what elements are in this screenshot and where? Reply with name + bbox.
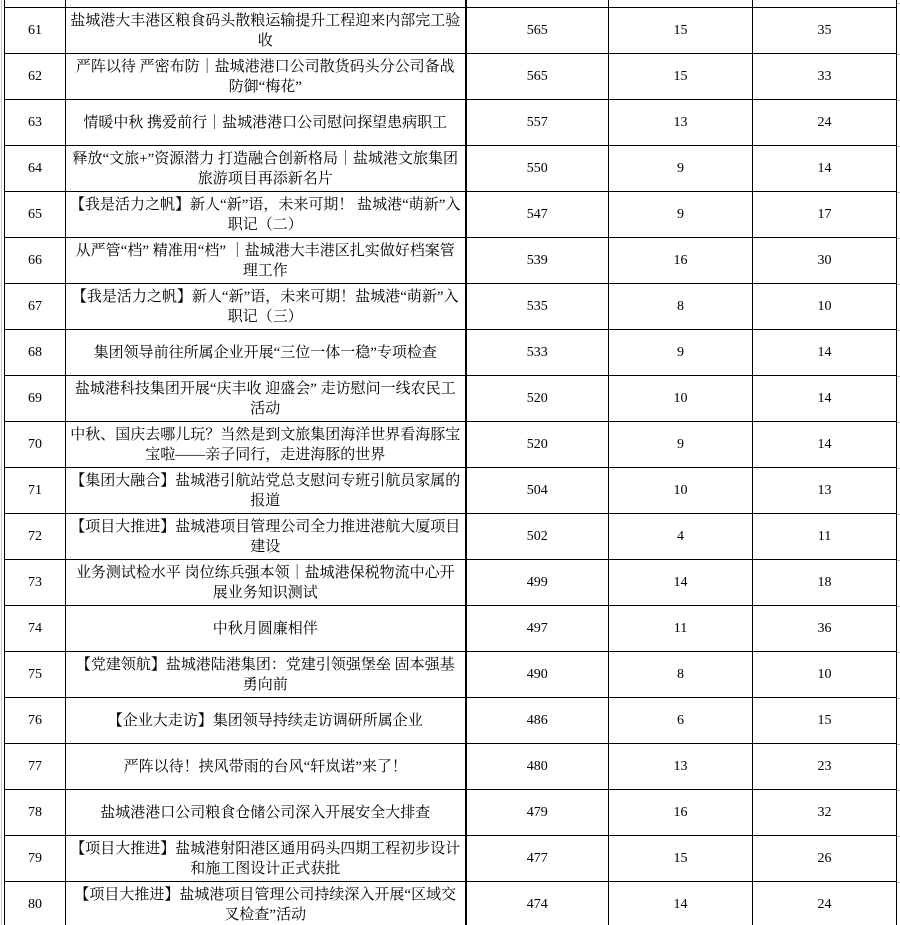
title-cell[interactable]: 盐城港港口公司粮食仓储公司深入开展安全大排查	[66, 790, 466, 836]
value-cell-1[interactable]: 520	[466, 376, 609, 422]
title-cell[interactable]: 【项目大推进】盐城港射阳港区通用码头四期工程初步设计和施工图设计正式获批	[66, 836, 466, 882]
row-number-cell[interactable]: 80	[5, 882, 66, 925]
title-cell[interactable]: 【我是活力之帆】新人“新”语，未来可期！盐城港“萌新”入职记（三）	[66, 284, 466, 330]
row-number-cell[interactable]: 61	[5, 8, 66, 54]
title-cell[interactable]: 释放“文旅+”资源潜力 打造融合创新格局｜盐城港文旅集团旅游项目再添新名片	[66, 146, 466, 192]
table-row	[5, 836, 897, 882]
value-cell-2[interactable]: 14	[609, 882, 753, 925]
value-cell-1[interactable]: 520	[466, 422, 609, 468]
value-cell-3[interactable]	[753, 0, 897, 8]
table-row	[5, 560, 897, 606]
title-cell[interactable]: 【我是活力之帆】新人“新”语，未来可期！ 盐城港“萌新”入职记（二）	[66, 192, 466, 238]
value-cell-3[interactable]: 33	[753, 54, 897, 100]
value-cell-2[interactable]: 9	[609, 422, 753, 468]
title-cell[interactable]: 严阵以待 严密布防｜盐城港港口公司散货码头分公司备战防御“梅花”	[66, 54, 466, 100]
value-cell-1[interactable]: 474	[466, 882, 609, 925]
title-cell[interactable]: 盐城港大丰港区粮食码头散粮运输提升工程迎来内部完工验收	[66, 8, 466, 54]
title-cell[interactable]	[66, 0, 466, 8]
value-cell-2[interactable]	[609, 0, 753, 8]
row-number-cell[interactable]: 77	[5, 744, 66, 790]
value-cell-1[interactable]: 499	[466, 560, 609, 606]
title-cell[interactable]: 从严管“档” 精准用“档” ｜盐城港大丰港区扎实做好档案管理工作	[66, 238, 466, 284]
value-cell-1[interactable]: 565	[466, 8, 609, 54]
table-body	[5, 0, 897, 925]
value-cell-3[interactable]: 30	[753, 238, 897, 284]
table-row	[5, 192, 897, 238]
row-number-cell[interactable]: 65	[5, 192, 66, 238]
value-cell-3[interactable]: 35	[753, 8, 897, 54]
row-number-cell[interactable]: 73	[5, 560, 66, 606]
partial-row-above	[5, 0, 897, 8]
title-cell[interactable]: 【集团大融合】盐城港引航站党总支慰问专班引航员家属的报道	[66, 468, 466, 514]
row-number-cell[interactable]: 76	[5, 698, 66, 744]
row-number-cell[interactable]: 71	[5, 468, 66, 514]
title-cell[interactable]: 情暖中秋 携爱前行｜盐城港港口公司慰问探望患病职工	[66, 100, 466, 146]
table-row	[5, 376, 897, 422]
value-cell-2[interactable]: 16	[609, 790, 753, 836]
row-number-cell[interactable]: 72	[5, 514, 66, 560]
value-cell-3[interactable]: 13	[753, 468, 897, 514]
value-cell-1[interactable]	[466, 0, 609, 8]
value-cell-2[interactable]: 10	[609, 376, 753, 422]
value-cell-1[interactable]: 480	[466, 744, 609, 790]
value-cell-3[interactable]: 36	[753, 606, 897, 652]
row-number-cell[interactable]: 79	[5, 836, 66, 882]
table-row	[5, 790, 897, 836]
title-cell[interactable]: 【企业大走访】集团领导持续走访调研所属企业	[66, 698, 466, 744]
value-cell-1[interactable]: 477	[466, 836, 609, 882]
value-cell-3[interactable]: 24	[753, 100, 897, 146]
value-cell-2[interactable]: 4	[609, 514, 753, 560]
table-row	[5, 146, 897, 192]
table-row	[5, 652, 897, 698]
table-row	[5, 882, 897, 925]
title-cell[interactable]: 【项目大推进】盐城港项目管理公司持续深入开展“区域交叉检查”活动	[66, 882, 466, 925]
row-number-cell[interactable]: 64	[5, 146, 66, 192]
table-row	[5, 422, 897, 468]
value-cell-1[interactable]: 490	[466, 652, 609, 698]
value-cell-3[interactable]: 14	[753, 376, 897, 422]
value-cell-1[interactable]: 565	[466, 54, 609, 100]
left-edge-gridline	[1, 0, 2, 925]
value-cell-3[interactable]: 32	[753, 790, 897, 836]
row-number-cell[interactable]: 66	[5, 238, 66, 284]
row-number-cell[interactable]: 78	[5, 790, 66, 836]
value-cell-2[interactable]: 10	[609, 468, 753, 514]
value-cell-2[interactable]: 16	[609, 238, 753, 284]
value-cell-1[interactable]: 557	[466, 100, 609, 146]
value-cell-1[interactable]: 539	[466, 238, 609, 284]
value-cell-1[interactable]: 486	[466, 698, 609, 744]
row-number-cell[interactable]: 63	[5, 100, 66, 146]
table-row	[5, 698, 897, 744]
value-cell-3[interactable]: 11	[753, 514, 897, 560]
row-number-cell[interactable]: 75	[5, 652, 66, 698]
table-row	[5, 8, 897, 54]
value-cell-2[interactable]: 8	[609, 652, 753, 698]
value-cell-2[interactable]: 15	[609, 54, 753, 100]
value-cell-3[interactable]: 10	[753, 284, 897, 330]
article-stats-table	[4, 0, 897, 925]
table-row	[5, 514, 897, 560]
value-cell-3[interactable]: 24	[753, 882, 897, 925]
title-cell[interactable]: 严阵以待！挟风带雨的台风“轩岚诺”来了！	[66, 744, 466, 790]
title-cell[interactable]: 【项目大推进】盐城港项目管理公司全力推进港航大厦项目建设	[66, 514, 466, 560]
value-cell-2[interactable]: 6	[609, 698, 753, 744]
table-row	[5, 54, 897, 100]
table-row	[5, 330, 897, 376]
row-number-cell[interactable]: 62	[5, 54, 66, 100]
title-cell[interactable]: 盐城港科技集团开展“庆丰收 迎盛会” 走访慰问一线农民工活动	[66, 376, 466, 422]
value-cell-2[interactable]: 15	[609, 8, 753, 54]
value-cell-3[interactable]: 15	[753, 698, 897, 744]
title-cell[interactable]: 【党建领航】盐城港陆港集团：党建引领强堡垒 固本强基勇向前	[66, 652, 466, 698]
row-number-cell[interactable]: 68	[5, 330, 66, 376]
value-cell-1[interactable]: 502	[466, 514, 609, 560]
row-number-cell[interactable]: 74	[5, 606, 66, 652]
value-cell-2[interactable]: 9	[609, 330, 753, 376]
table-row	[5, 238, 897, 284]
table-row	[5, 284, 897, 330]
row-number-cell[interactable]: 70	[5, 422, 66, 468]
value-cell-2[interactable]: 15	[609, 836, 753, 882]
table-row	[5, 606, 897, 652]
value-cell-1[interactable]: 497	[466, 606, 609, 652]
value-cell-2[interactable]: 11	[609, 606, 753, 652]
table-row	[5, 744, 897, 790]
value-cell-3[interactable]: 14	[753, 422, 897, 468]
title-cell[interactable]: 中秋、国庆去哪儿玩？当然是到文旅集团海洋世界看海豚宝宝啦——亲子同行，走进海豚的世界	[66, 422, 466, 468]
value-cell-2[interactable]: 14	[609, 560, 753, 606]
value-cell-3[interactable]: 23	[753, 744, 897, 790]
table-row	[5, 100, 897, 146]
row-number-cell[interactable]: 69	[5, 376, 66, 422]
value-cell-2[interactable]: 13	[609, 100, 753, 146]
value-cell-3[interactable]: 14	[753, 330, 897, 376]
value-cell-2[interactable]: 9	[609, 192, 753, 238]
title-cell[interactable]: 集团领导前往所属企业开展“三位一体一稳”专项检查	[66, 330, 466, 376]
value-cell-2[interactable]: 13	[609, 744, 753, 790]
value-cell-1[interactable]: 535	[466, 284, 609, 330]
row-number-cell[interactable]	[5, 0, 66, 8]
table-row	[5, 468, 897, 514]
value-cell-2[interactable]: 9	[609, 146, 753, 192]
title-cell[interactable]: 业务测试检水平 岗位练兵强本领｜盐城港保税物流中心开展业务知识测试	[66, 560, 466, 606]
value-cell-1[interactable]: 547	[466, 192, 609, 238]
value-cell-3[interactable]: 18	[753, 560, 897, 606]
value-cell-3[interactable]: 14	[753, 146, 897, 192]
value-cell-1[interactable]: 504	[466, 468, 609, 514]
value-cell-3[interactable]: 26	[753, 836, 897, 882]
title-cell[interactable]: 中秋月圆廉相伴	[66, 606, 466, 652]
value-cell-1[interactable]: 550	[466, 146, 609, 192]
value-cell-3[interactable]: 17	[753, 192, 897, 238]
row-number-cell[interactable]: 67	[5, 284, 66, 330]
value-cell-1[interactable]: 533	[466, 330, 609, 376]
value-cell-2[interactable]: 8	[609, 284, 753, 330]
value-cell-1[interactable]: 479	[466, 790, 609, 836]
value-cell-3[interactable]: 10	[753, 652, 897, 698]
